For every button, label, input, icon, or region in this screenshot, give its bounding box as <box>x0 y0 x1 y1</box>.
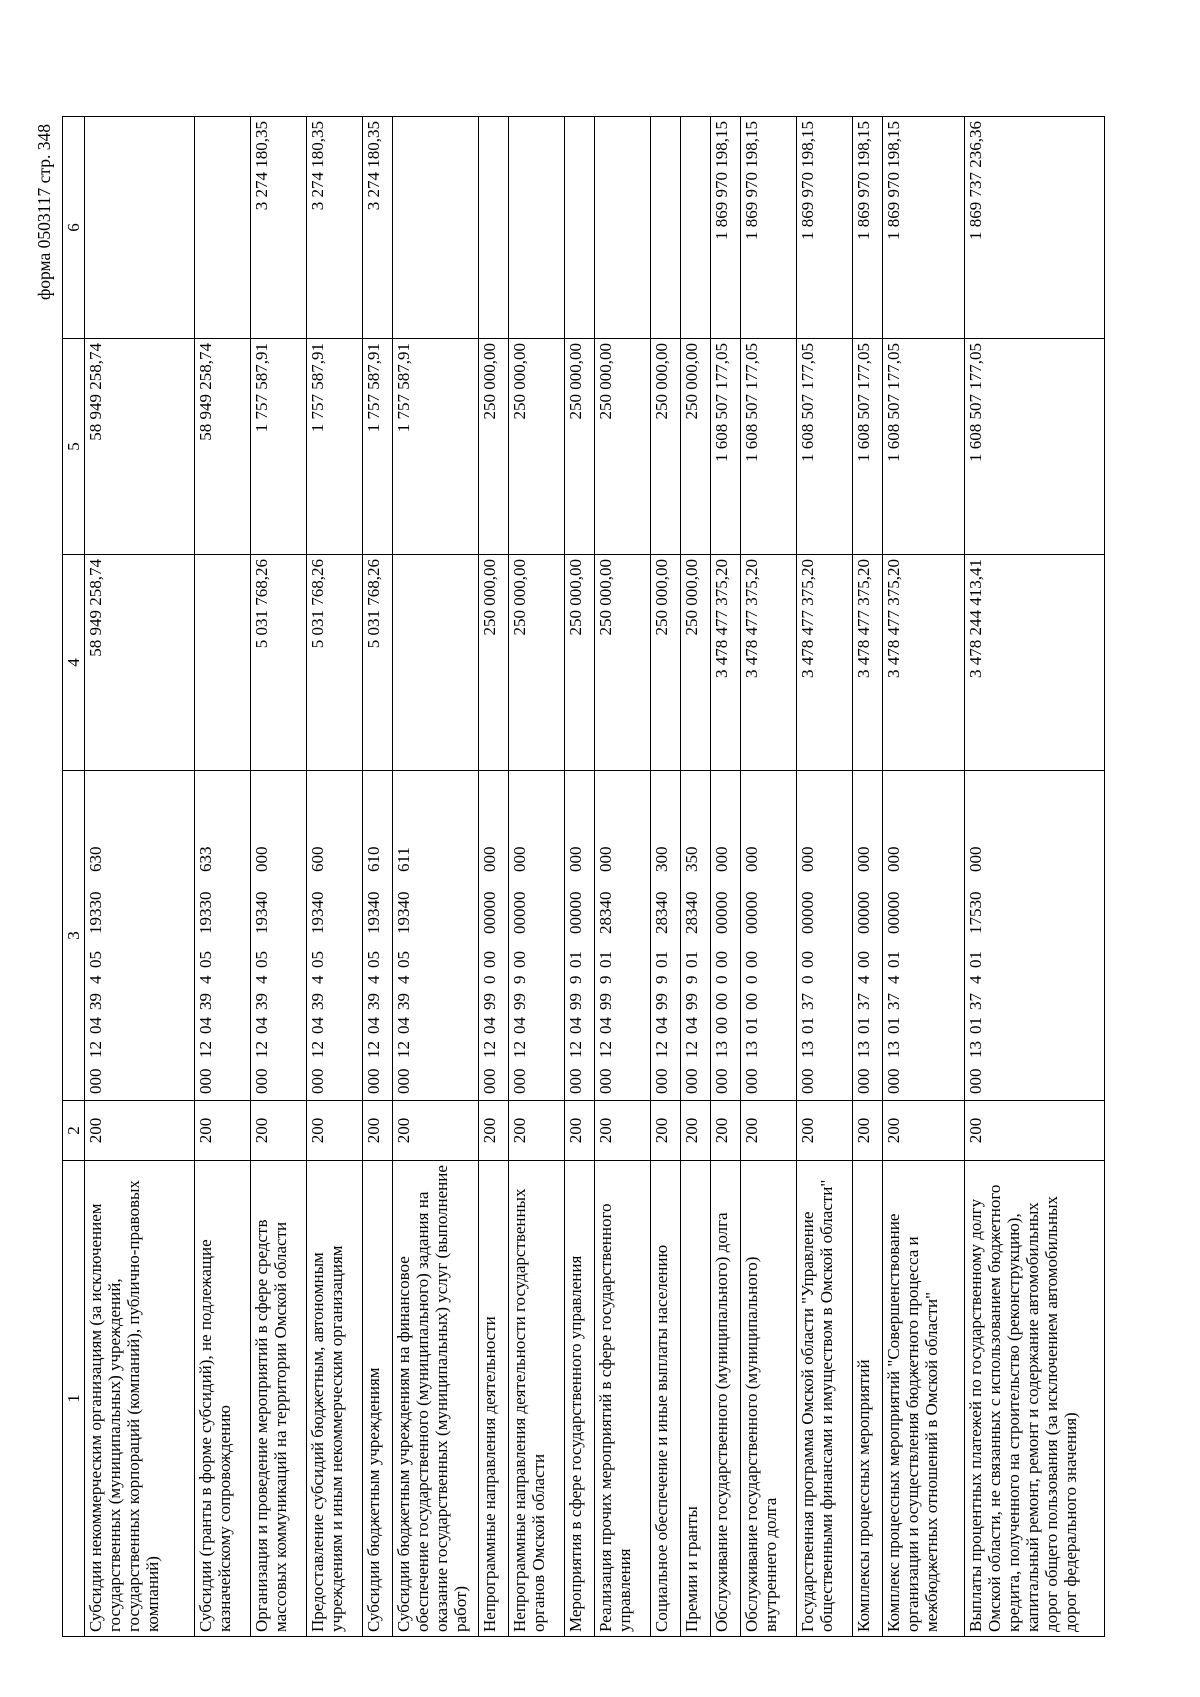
code-segment: 4 <box>364 975 384 984</box>
row-col6-value <box>565 117 595 339</box>
table-row <box>195 117 251 1637</box>
code-segment: 000 <box>884 846 904 872</box>
table-row <box>595 117 651 1637</box>
code-segment: 19340 <box>252 891 272 934</box>
row-name-cell: Социальное обеспечение и иные выплаты населению <box>651 1161 681 1637</box>
table-row <box>393 117 479 1637</box>
row-classification-code-cell <box>509 771 565 1101</box>
code-segment: 04 <box>682 1017 702 1034</box>
code-segment: 4 <box>394 975 414 984</box>
row-col4-value: 5 031 768,26 <box>363 555 393 771</box>
code-segment: 04 <box>510 1017 530 1034</box>
row-line-code-cell: 200 <box>307 1101 363 1161</box>
row-classification-code-cell <box>595 771 651 1101</box>
row-name-cell: Организация и проведение мероприятий в сфере средств массовых коммуникаций на территории Омской области <box>251 1161 307 1637</box>
row-col5-value: 1 608 507 177,05 <box>711 339 741 555</box>
row-col5-value: 250 000,00 <box>595 339 651 555</box>
row-col5-value: 1 757 587,91 <box>393 339 479 555</box>
code-segment: 37 <box>884 993 904 1010</box>
row-line-code-cell: 200 <box>595 1101 651 1161</box>
row-col4-value: 58 949 258,74 <box>85 555 195 771</box>
code-segment: 04 <box>566 1017 586 1034</box>
code-segment: 00 <box>854 951 874 968</box>
row-col6-value: 3 274 180,35 <box>363 117 393 339</box>
code-segment: 000 <box>742 1068 762 1094</box>
column-header: 3 <box>63 771 85 1101</box>
row-line-code-cell: 200 <box>681 1101 711 1161</box>
code-segment: 12 <box>652 1041 672 1058</box>
code-segment: 01 <box>884 951 904 968</box>
column-header: 1 <box>63 1161 85 1637</box>
code-segment: 300 <box>652 846 672 872</box>
table-row <box>853 117 883 1637</box>
row-col6-value: 1 869 970 198,15 <box>853 117 883 339</box>
row-name-cell: Субсидии бюджетным учреждениям <box>363 1161 393 1637</box>
row-col5-value: 250 000,00 <box>651 339 681 555</box>
row-classification-code-cell <box>393 771 479 1101</box>
code-segment: 00000 <box>510 891 530 934</box>
row-col6-value: 1 869 970 198,15 <box>741 117 797 339</box>
row-col4-value: 5 031 768,26 <box>251 555 307 771</box>
row-col4-value: 3 478 477 375,20 <box>883 555 965 771</box>
code-segment: 01 <box>682 951 702 968</box>
row-name-cell: Комплекс процессных мероприятий "Совершенствование организации и осуществления бюджетного процесса и межбюджетных отношений в Омской области" <box>883 1161 965 1637</box>
code-segment: 9 <box>682 975 702 984</box>
code-segment: 17530 <box>966 891 986 934</box>
row-line-code-cell: 200 <box>479 1101 509 1161</box>
table-row <box>251 117 307 1637</box>
row-col6-value: 3 274 180,35 <box>251 117 307 339</box>
row-line-code-cell: 200 <box>853 1101 883 1161</box>
code-segment: 000 <box>966 1068 986 1094</box>
row-col4-value: 3 478 477 375,20 <box>797 555 853 771</box>
row-classification-code-cell <box>711 771 741 1101</box>
table-body <box>85 117 1105 1637</box>
column-header: 6 <box>63 117 85 339</box>
code-segment: 000 <box>480 1068 500 1094</box>
row-line-code-cell: 200 <box>711 1101 741 1161</box>
code-segment: 28340 <box>682 891 702 934</box>
code-segment: 99 <box>682 993 702 1010</box>
code-segment: 05 <box>196 951 216 968</box>
row-classification-code-cell <box>565 771 595 1101</box>
code-segment: 00 <box>712 1017 732 1034</box>
code-segment: 0 <box>480 975 500 984</box>
row-line-code-cell: 200 <box>195 1101 251 1161</box>
code-segment: 99 <box>652 993 672 1010</box>
code-segment: 00 <box>742 993 762 1010</box>
row-col4-value: 250 000,00 <box>651 555 681 771</box>
code-segment: 12 <box>86 1041 106 1058</box>
row-name-cell: Обслуживание государственного (муниципального) внутреннего долга <box>741 1161 797 1637</box>
row-classification-code-cell <box>853 771 883 1101</box>
row-col6-value <box>651 117 681 339</box>
row-name-cell: Субсидии бюджетным учреждениям на финансовое обеспечение государственного (муниципального) задания на оказание государственных (муниципальных) услуг (выполнение работ) <box>393 1161 479 1637</box>
code-segment: 13 <box>854 1041 874 1058</box>
code-segment: 9 <box>510 975 530 984</box>
code-segment: 4 <box>884 975 904 984</box>
row-name-cell: Премии и гранты <box>681 1161 711 1637</box>
row-classification-code-cell <box>195 771 251 1101</box>
row-col6-value: 1 869 970 198,15 <box>883 117 965 339</box>
row-name-cell: Субсидии (гранты в форме субсидий), не подлежащие казначейскому сопровождению <box>195 1161 251 1637</box>
code-segment: 00 <box>798 951 818 968</box>
code-segment: 000 <box>682 1068 702 1094</box>
code-segment: 99 <box>596 993 616 1010</box>
row-line-code-cell: 200 <box>741 1101 797 1161</box>
code-segment: 19340 <box>394 891 414 934</box>
code-segment: 4 <box>308 975 328 984</box>
row-name-cell: Комплексы процессных мероприятий <box>853 1161 883 1637</box>
code-segment: 01 <box>884 1017 904 1034</box>
row-col6-value <box>393 117 479 339</box>
row-name-cell: Мероприятия в сфере государственного управления <box>565 1161 595 1637</box>
row-col5-value: 250 000,00 <box>509 339 565 555</box>
code-segment: 28340 <box>596 891 616 934</box>
code-segment: 4 <box>854 975 874 984</box>
table-row <box>741 117 797 1637</box>
code-segment: 000 <box>854 846 874 872</box>
code-segment: 12 <box>596 1041 616 1058</box>
code-segment: 01 <box>798 1017 818 1034</box>
code-segment: 19330 <box>86 891 106 934</box>
code-segment: 611 <box>394 847 414 872</box>
code-segment: 610 <box>364 846 384 872</box>
table-row <box>965 117 1105 1637</box>
row-name-cell: Субсидии некоммерческим организациям (за исключением государственных (муниципальных) учреждений, государственных корпораций (компаний), публично-правовых компаний) <box>85 1161 195 1637</box>
code-segment: 12 <box>394 1041 414 1058</box>
table-row <box>509 117 565 1637</box>
code-segment: 39 <box>364 993 384 1010</box>
code-segment: 01 <box>966 951 986 968</box>
code-segment: 00 <box>712 993 732 1010</box>
code-segment: 600 <box>308 846 328 872</box>
row-col5-value: 58 949 258,74 <box>195 339 251 555</box>
code-segment: 000 <box>596 1068 616 1094</box>
row-line-code-cell: 200 <box>85 1101 195 1161</box>
code-segment: 39 <box>308 993 328 1010</box>
code-segment: 12 <box>682 1041 702 1058</box>
code-segment: 000 <box>510 846 530 872</box>
code-segment: 000 <box>966 846 986 872</box>
row-col4-value: 250 000,00 <box>479 555 509 771</box>
code-segment: 00 <box>510 951 530 968</box>
column-header: 5 <box>63 339 85 555</box>
row-col5-value: 1 757 587,91 <box>363 339 393 555</box>
code-segment: 00000 <box>566 891 586 934</box>
code-segment: 000 <box>252 846 272 872</box>
code-segment: 05 <box>86 951 106 968</box>
code-segment: 000 <box>854 1068 874 1094</box>
column-header: 4 <box>63 555 85 771</box>
code-segment: 05 <box>394 951 414 968</box>
code-segment: 99 <box>566 993 586 1010</box>
row-col4-value <box>195 555 251 771</box>
row-classification-code-cell <box>883 771 965 1101</box>
code-segment: 04 <box>652 1017 672 1034</box>
row-col5-value: 250 000,00 <box>681 339 711 555</box>
code-segment: 000 <box>712 846 732 872</box>
code-segment: 4 <box>252 975 272 984</box>
code-segment: 000 <box>566 846 586 872</box>
code-segment: 9 <box>652 975 672 984</box>
code-segment: 01 <box>966 1017 986 1034</box>
code-segment: 00000 <box>712 891 732 934</box>
code-segment: 12 <box>480 1041 500 1058</box>
code-segment: 12 <box>510 1041 530 1058</box>
code-segment: 13 <box>966 1041 986 1058</box>
column-header: 2 <box>63 1101 85 1161</box>
row-classification-code-cell <box>681 771 711 1101</box>
code-segment: 99 <box>510 993 530 1010</box>
row-col4-value: 250 000,00 <box>565 555 595 771</box>
form-reference: форма 0503117 стр. 348 <box>34 124 54 301</box>
code-segment: 04 <box>480 1017 500 1034</box>
code-segment: 000 <box>652 1068 672 1094</box>
code-segment: 4 <box>86 975 106 984</box>
row-col5-value: 1 608 507 177,05 <box>797 339 853 555</box>
code-segment: 39 <box>394 993 414 1010</box>
row-col6-value <box>509 117 565 339</box>
row-col5-value: 1 757 587,91 <box>307 339 363 555</box>
row-col4-value: 3 478 244 413,41 <box>965 555 1105 771</box>
code-segment: 05 <box>252 951 272 968</box>
code-segment: 39 <box>252 993 272 1010</box>
code-segment: 39 <box>86 993 106 1010</box>
code-segment: 9 <box>566 975 586 984</box>
code-segment: 01 <box>854 1017 874 1034</box>
row-col4-value <box>393 555 479 771</box>
code-segment: 19340 <box>364 891 384 934</box>
row-col4-value: 3 478 477 375,20 <box>853 555 883 771</box>
code-segment: 01 <box>596 951 616 968</box>
code-segment: 00000 <box>884 891 904 934</box>
row-classification-code-cell <box>85 771 195 1101</box>
code-segment: 19330 <box>196 891 216 934</box>
code-segment: 000 <box>86 1068 106 1094</box>
row-classification-code-cell <box>797 771 853 1101</box>
row-name-cell: Непрограммные направления деятельности государственных органов Омской области <box>509 1161 565 1637</box>
row-name-cell: Государственная программа Омской области "Управление общественными финансами и имуществом в Омской области" <box>797 1161 853 1637</box>
code-segment: 00 <box>480 951 500 968</box>
code-segment: 633 <box>196 846 216 872</box>
row-classification-code-cell <box>251 771 307 1101</box>
table-row <box>681 117 711 1637</box>
code-segment: 04 <box>394 1017 414 1034</box>
code-segment: 12 <box>252 1041 272 1058</box>
code-segment: 04 <box>308 1017 328 1034</box>
code-segment: 04 <box>364 1017 384 1034</box>
row-col5-value: 58 949 258,74 <box>85 339 195 555</box>
row-classification-code-cell <box>363 771 393 1101</box>
code-segment: 9 <box>596 975 616 984</box>
code-segment: 000 <box>884 1068 904 1094</box>
code-segment: 05 <box>308 951 328 968</box>
code-segment: 4 <box>966 975 986 984</box>
row-col6-value <box>681 117 711 339</box>
row-col6-value: 1 869 737 236,36 <box>965 117 1105 339</box>
row-line-code-cell: 200 <box>363 1101 393 1161</box>
code-segment: 00000 <box>854 891 874 934</box>
row-col5-value: 1 757 587,91 <box>251 339 307 555</box>
code-segment: 04 <box>196 1017 216 1034</box>
code-segment: 00000 <box>480 891 500 934</box>
code-segment: 05 <box>364 951 384 968</box>
code-segment: 00 <box>712 951 732 968</box>
code-segment: 000 <box>510 1068 530 1094</box>
code-segment: 12 <box>364 1041 384 1058</box>
code-segment: 00000 <box>742 891 762 934</box>
code-segment: 000 <box>742 846 762 872</box>
row-classification-code-cell <box>965 771 1105 1101</box>
code-segment: 000 <box>308 1068 328 1094</box>
row-col5-value: 250 000,00 <box>479 339 509 555</box>
code-segment: 000 <box>480 846 500 872</box>
row-col4-value: 5 031 768,26 <box>307 555 363 771</box>
table-row <box>711 117 741 1637</box>
code-segment: 12 <box>196 1041 216 1058</box>
row-col5-value: 1 608 507 177,05 <box>883 339 965 555</box>
row-line-code-cell: 200 <box>565 1101 595 1161</box>
code-segment: 000 <box>798 846 818 872</box>
code-segment: 630 <box>86 846 106 872</box>
row-line-code-cell: 200 <box>965 1101 1105 1161</box>
code-segment: 13 <box>742 1041 762 1058</box>
code-segment: 000 <box>798 1068 818 1094</box>
code-segment: 12 <box>308 1041 328 1058</box>
code-segment: 04 <box>86 1017 106 1034</box>
row-name-cell: Обслуживание государственного (муниципального) долга <box>711 1161 741 1637</box>
row-col6-value <box>195 117 251 339</box>
table-row <box>651 117 681 1637</box>
row-col6-value: 3 274 180,35 <box>307 117 363 339</box>
row-col6-value <box>595 117 651 339</box>
code-segment: 13 <box>884 1041 904 1058</box>
code-segment: 37 <box>854 993 874 1010</box>
code-segment: 37 <box>798 993 818 1010</box>
code-segment: 37 <box>966 993 986 1010</box>
table-row <box>565 117 595 1637</box>
code-segment: 000 <box>252 1068 272 1094</box>
code-segment: 28340 <box>652 891 672 934</box>
code-segment: 4 <box>196 975 216 984</box>
code-segment: 13 <box>798 1041 818 1058</box>
code-segment: 000 <box>394 1068 414 1094</box>
code-segment: 19340 <box>308 891 328 934</box>
row-line-code-cell: 200 <box>797 1101 853 1161</box>
code-segment: 12 <box>566 1041 586 1058</box>
table-row <box>479 117 509 1637</box>
row-classification-code-cell <box>307 771 363 1101</box>
code-segment: 00000 <box>798 891 818 934</box>
code-segment: 350 <box>682 846 702 872</box>
row-col6-value <box>479 117 509 339</box>
code-segment: 000 <box>364 1068 384 1094</box>
code-segment: 000 <box>596 846 616 872</box>
row-col6-value: 1 869 970 198,15 <box>711 117 741 339</box>
code-segment: 00 <box>742 951 762 968</box>
table-row <box>307 117 363 1637</box>
budget-table <box>62 116 1105 1637</box>
row-col5-value: 1 608 507 177,05 <box>741 339 797 555</box>
code-segment: 04 <box>252 1017 272 1034</box>
row-col4-value: 250 000,00 <box>595 555 651 771</box>
row-col5-value: 250 000,00 <box>565 339 595 555</box>
row-col4-value: 3 478 477 375,20 <box>741 555 797 771</box>
row-col4-value: 3 478 477 375,20 <box>711 555 741 771</box>
code-segment: 99 <box>480 993 500 1010</box>
row-line-code-cell: 200 <box>651 1101 681 1161</box>
row-line-code-cell: 200 <box>393 1101 479 1161</box>
code-segment: 0 <box>742 975 762 984</box>
row-name-cell: Непрограммные направления деятельности <box>479 1161 509 1637</box>
row-col6-value <box>85 117 195 339</box>
code-segment: 0 <box>712 975 732 984</box>
table-row <box>797 117 853 1637</box>
code-segment: 13 <box>712 1041 732 1058</box>
code-segment: 000 <box>712 1068 732 1094</box>
code-segment: 01 <box>742 1017 762 1034</box>
row-line-code-cell: 200 <box>883 1101 965 1161</box>
code-segment: 01 <box>566 951 586 968</box>
row-classification-code-cell <box>741 771 797 1101</box>
row-col4-value: 250 000,00 <box>509 555 565 771</box>
row-col6-value: 1 869 970 198,15 <box>797 117 853 339</box>
table-row <box>883 117 965 1637</box>
row-col5-value: 1 608 507 177,05 <box>965 339 1105 555</box>
code-segment: 000 <box>196 1068 216 1094</box>
row-col4-value: 250 000,00 <box>681 555 711 771</box>
code-segment: 01 <box>652 951 672 968</box>
row-line-code-cell: 200 <box>251 1101 307 1161</box>
row-classification-code-cell <box>651 771 681 1101</box>
row-col5-value: 1 608 507 177,05 <box>853 339 883 555</box>
row-name-cell: Реализация прочих мероприятий в сфере государственного управления <box>595 1161 651 1637</box>
code-segment: 0 <box>798 975 818 984</box>
column-number-row <box>63 117 85 1637</box>
row-name-cell: Предоставление субсидий бюджетным, автономным учреждениям и иным некоммерческим организациям <box>307 1161 363 1637</box>
row-line-code-cell: 200 <box>509 1101 565 1161</box>
code-segment: 04 <box>596 1017 616 1034</box>
code-segment: 000 <box>566 1068 586 1094</box>
table-row <box>363 117 393 1637</box>
row-name-cell: Выплаты процентных платежей по государственному долгу Омской области, не связанных с использованием бюджетного кредита, полученного на строительство (реконструкцию), капитальный ремонт, ремонт и содержание автомобильных дорог общего пользования (за исключением автомобильных дорог федерального значения) <box>965 1161 1105 1637</box>
row-classification-code-cell <box>479 771 509 1101</box>
code-segment: 39 <box>196 993 216 1010</box>
table-row <box>85 117 195 1637</box>
